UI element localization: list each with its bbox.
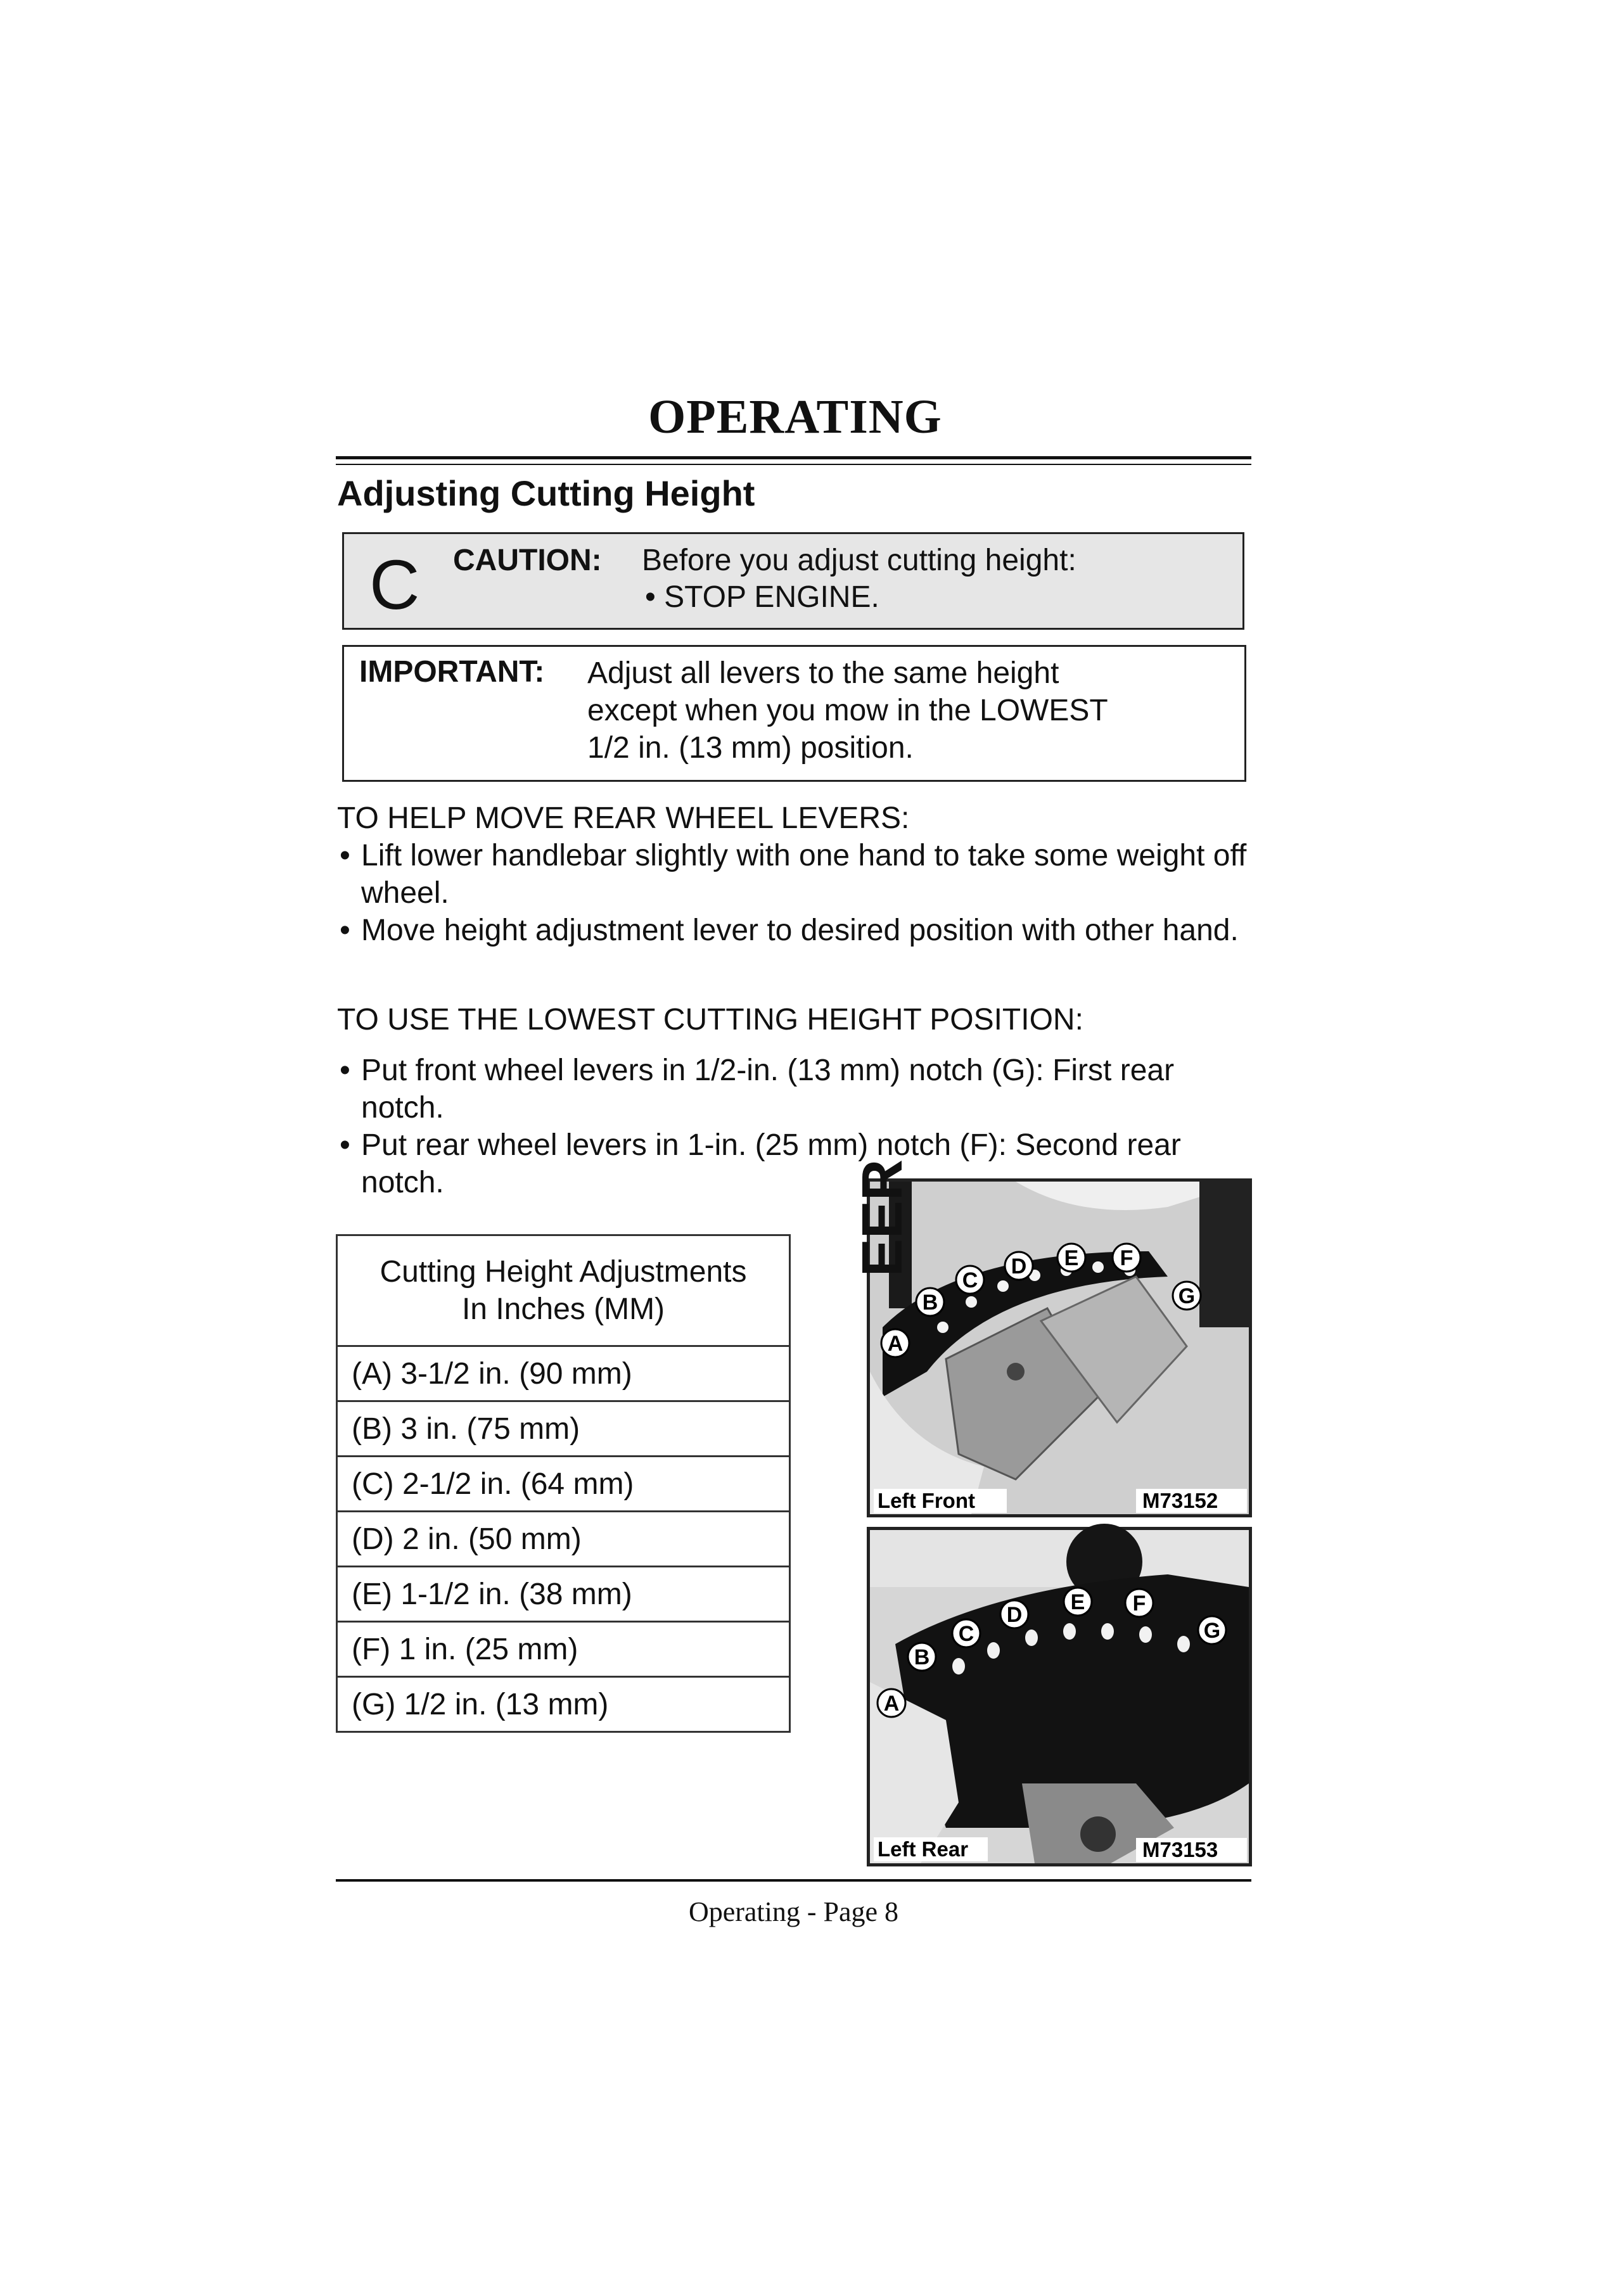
figure-caption: Left Front: [878, 1489, 975, 1512]
list-item: • Put front wheel levers in 1/2-in. (13 mm) notch (G): First rear notch.: [337, 1052, 1255, 1126]
notch-label: B: [914, 1645, 930, 1669]
table-row: (A) 3-1/2 in. (90 mm): [337, 1346, 790, 1401]
important-text: [587, 654, 1221, 767]
notch-label: A: [887, 1332, 904, 1356]
figure-left-rear: [867, 1527, 1252, 1866]
important-line: except when you mow in the LOWEST: [587, 694, 1108, 727]
list-item: • Move height adjustment lever to desired position with other hand.: [337, 912, 1248, 949]
table-header-line: Cutting Height Adjustments: [380, 1255, 747, 1289]
figure-code: M73152: [1142, 1489, 1218, 1512]
notch-label: D: [1011, 1254, 1027, 1279]
table-row: (F) 1 in. (25 mm): [337, 1622, 790, 1677]
notch-label: C: [962, 1268, 978, 1292]
notch-label: C: [958, 1622, 974, 1646]
caution-label: CAUTION:: [453, 544, 602, 577]
list-item: • Lift lower handlebar slightly with one hand to take some weight off wheel.: [337, 837, 1248, 912]
page-heading: Adjusting Cutting Height: [337, 473, 755, 513]
table-row: (C) 2-1/2 in. (64 mm): [337, 1457, 790, 1512]
table-row: (B) 3 in. (75 mm): [337, 1401, 790, 1457]
caution-step: • STOP ENGINE.: [645, 580, 879, 614]
important-box: [342, 645, 1246, 782]
notch-label: G: [1203, 1619, 1221, 1643]
table-row: (D) 2 in. (50 mm): [337, 1512, 790, 1567]
title-rule: [336, 456, 1251, 459]
caution-box: [342, 532, 1244, 630]
table-header-line: In Inches (MM): [461, 1292, 665, 1326]
list-item: • Put rear wheel levers in 1-in. (25 mm) notch (F): Second rear notch.: [337, 1126, 1255, 1201]
notch-label: F: [1132, 1591, 1146, 1616]
rear-levers-heading: TO HELP MOVE REAR WHEEL LEVERS:: [337, 801, 910, 835]
section-title: OPERATING: [648, 390, 942, 443]
rear-levers-list: [337, 837, 1256, 949]
cutting-height-table: [336, 1234, 791, 1733]
notch-label: F: [1120, 1246, 1133, 1270]
left-rear-photo: [870, 1530, 1249, 1863]
notch-label: G: [1178, 1284, 1196, 1308]
figure-caption: Left Rear: [878, 1837, 969, 1861]
lowest-heading: TO USE THE LOWEST CUTTING HEIGHT POSITION:: [337, 1003, 1083, 1036]
important-label: IMPORTANT:: [359, 655, 545, 689]
notch-label: E: [1064, 1246, 1079, 1270]
important-line: Adjust all levers to the same height: [587, 656, 1059, 690]
notch-label: D: [1006, 1603, 1023, 1627]
page-footer: Operating - Page 8: [688, 1896, 899, 1927]
footer-rule: [336, 1879, 1251, 1882]
caution-icon: C: [369, 546, 420, 624]
left-front-photo: [851, 1159, 1249, 1514]
svg-text:EER: EER: [851, 1159, 914, 1277]
figure-code: M73153: [1142, 1838, 1218, 1861]
notch-label: E: [1070, 1590, 1085, 1614]
title-rule-thin: [336, 464, 1251, 465]
figure-left-front: [851, 1159, 1252, 1517]
table-row: (E) 1-1/2 in. (38 mm): [337, 1567, 790, 1622]
table-row: (G) 1/2 in. (13 mm): [337, 1677, 790, 1732]
table-header: [337, 1235, 790, 1346]
important-line: 1/2 in. (13 mm) position.: [587, 731, 914, 765]
notch-label: A: [883, 1692, 900, 1716]
caution-text: Before you adjust cutting height:: [642, 544, 1076, 577]
notch-label: B: [922, 1291, 938, 1315]
